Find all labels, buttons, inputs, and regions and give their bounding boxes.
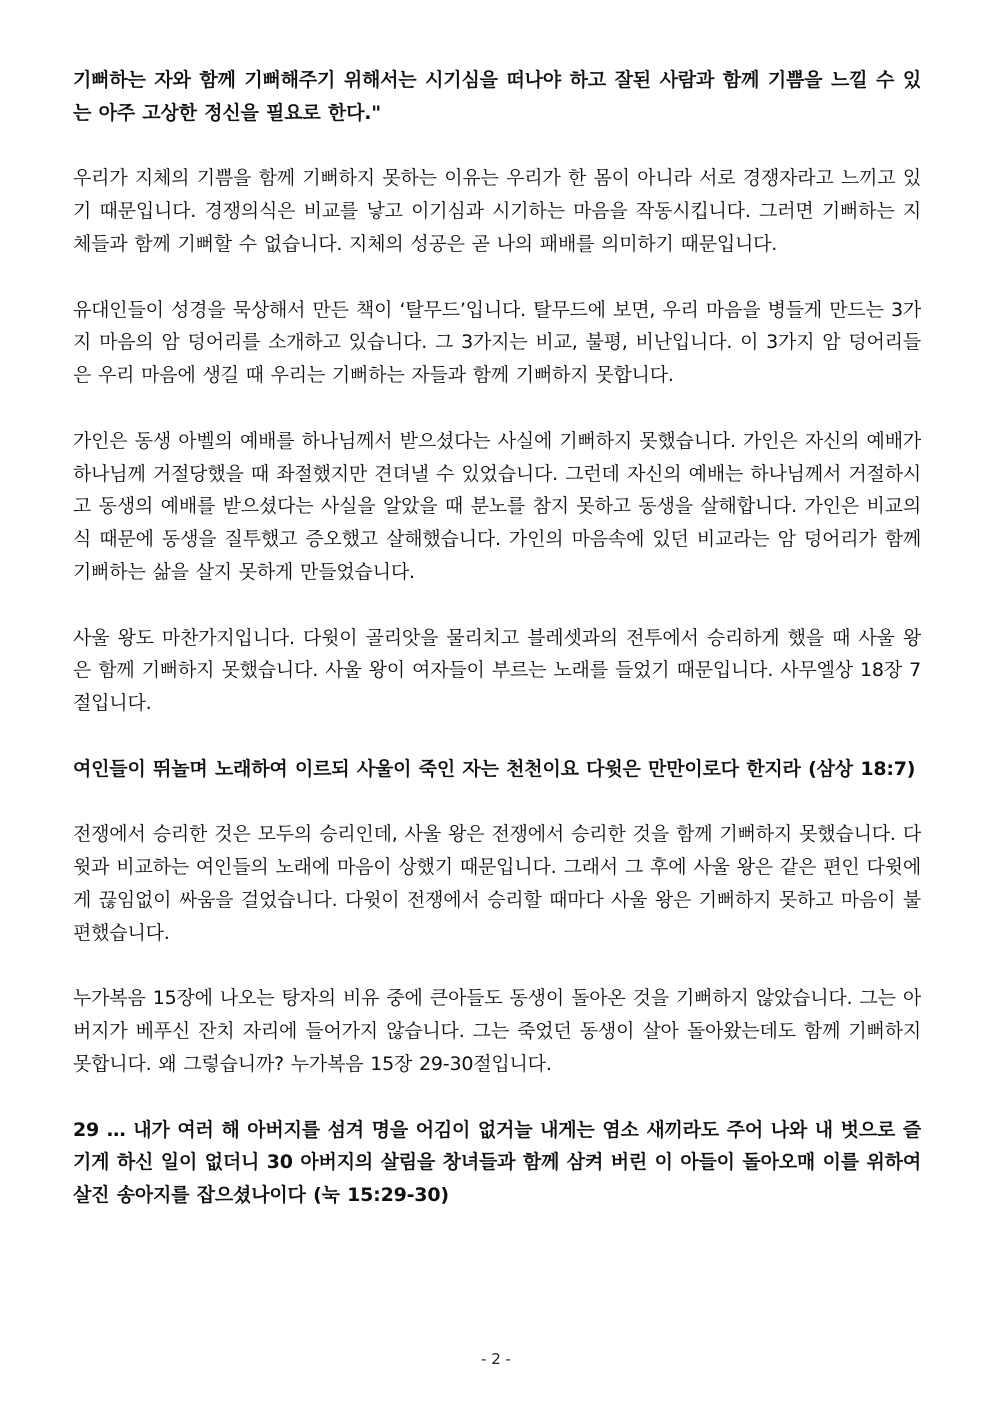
body-paragraph: 유대인들이 성경을 묵상해서 만든 책이 ‘탈무드’입니다. 탈무드에 보면, 우리 마음을 병들게 만드는 3가지 마음의 암 덩어리를 소개하고 있습니다. 그 3가지는 비교, 불평, 비난입니다. 이 3가지 암 덩어리들은 우리 마음에 생길 때 우리는 기뻐하는 자들과 함께 기뻐하지 못합니다. [73,298,921,387]
scripture-quote: 여인들이 뛰놀며 노래하여 이르되 사울이 죽인 자는 천천이요 다윗은 만만이로다 한지라 (삼상 18:7) [73,757,916,780]
page-number: - 2 - [481,1350,511,1368]
body-paragraph: 가인은 동생 아벨의 예배를 하나님께서 받으셨다는 사실에 기뻐하지 못했습니다. 가인은 자신의 예배가 하나님께 거절당했을 때 좌절했지만 견뎌낼 수 있었습니다. 그런데 자신의 예배는 하나님께서 거절하시고 동생의 예배를 받으셨다는 사실을 알았을 때 분노를 참지 못하고 동생을 살해합니다. 가인은 비교의식 때문에 동생을 질투했고 증오했고 살해했습니다. 가인의 마음속에 있던 비교라는 암 덩어리가 함께 기뻐하는 삶을 살지 못하게 만들었습니다. [73,429,921,583]
body-paragraph: 사울 왕도 마찬가지입니다. 다윗이 골리앗을 물리치고 블레셋과의 전투에서 승리하게 했을 때 사울 왕은 함께 기뻐하지 못했습니다. 사울 왕이 여자들이 부르는 노래를 들었기 때문입니다. 사무엘상 18장 7절입니다. [73,626,921,715]
quote-paragraph: 기뻐하는 자와 함께 기뻐해주기 위해서는 시기심을 떠나야 하고 잘된 사람과 함께 기쁨을 느낄 수 있는 아주 고상한 정신을 필요로 한다." [73,69,921,124]
body-paragraph: 전쟁에서 승리한 것은 모두의 승리인데, 사울 왕은 전쟁에서 승리한 것을 함께 기뻐하지 못했습니다. 다윗과 비교하는 여인들의 노래에 마음이 상했기 때문입니다. 그래서 그 후에 사울 왕은 같은 편인 다윗에게 끊임없이 싸움을 걸었습니다. 다윗이 전쟁에서 승리할 때마다 사울 왕은 기뻐하지 못하고 마음이 불편했습니다. [73,823,921,944]
document-body [73,64,921,1245]
body-paragraph: 우리가 지체의 기쁨을 함께 기뻐하지 못하는 이유는 우리가 한 몸이 아니라 서로 경쟁자라고 느끼고 있기 때문입니다. 경쟁의식은 비교를 낳고 이기심과 시기하는 마음을 작동시킵니다. 그러면 기뻐하는 지체들과 함께 기뻐할 수 없습니다. 지체의 성공은 곧 나의 패배를 의미하기 때문입니다. [73,167,921,255]
body-paragraph: 누가복음 15장에 나오는 탕자의 비유 중에 큰아들도 동생이 돌아온 것을 기뻐하지 않았습니다. 그는 아버지가 베푸신 잔치 자리에 들어가지 않습니다. 그는 죽었던 동생이 살아 돌아왔는데도 함께 기뻐하지 못합니다. 왜 그렇습니까? 누가복음 15장 29-30절입니다. [73,987,921,1075]
scripture-quote: 29 … 내가 여러 해 아버지를 섬겨 명을 어김이 없거늘 내게는 염소 새끼라도 주어 나와 내 벗으로 즐기게 하신 일이 없더니 30 아버지의 살림을 창녀들과 함께 삼켜 버린 이 아들이 돌아오매 이를 위하여 살진 송아지를 잡으셨나이다 (눅 15:29-30) [73,1118,921,1207]
